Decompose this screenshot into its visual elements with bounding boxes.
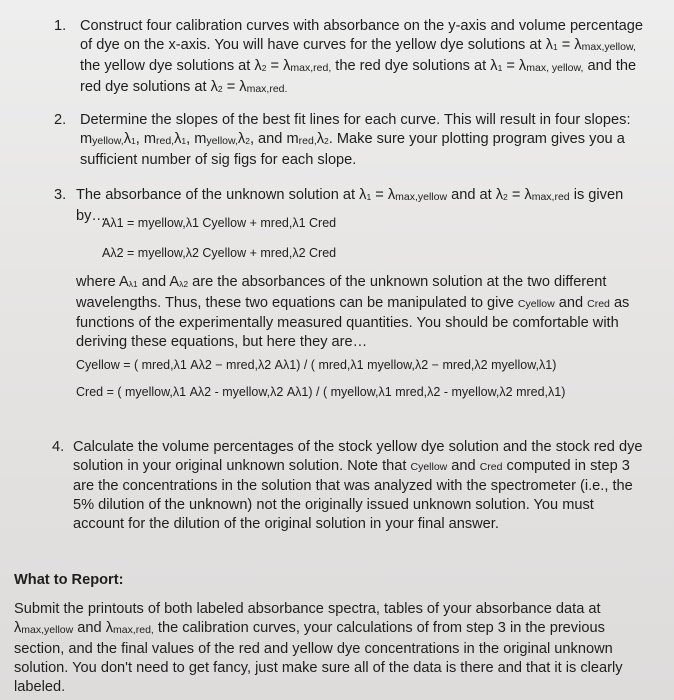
- item2-line-3: sufficient number of sig figs for each slope.: [80, 152, 357, 168]
- item1-line-2: of dye on the x-axis. You will have curves for the yellow dye solutions at $\lambda_1 = \lambda_{max,yellow,}$: [80, 37, 636, 53]
- report-line-5: labeled.: [14, 679, 66, 695]
- report-line-1: Submit the printouts of both labeled absorbance spectra, tables of your absorbance data at: [14, 601, 601, 617]
- item2-line-2: $m_{yellow,}\lambda_1$, $m_{red,}\lambda_1$, $m_{yellow,}\lambda_2$, and $m_{red,}\lambda_2$. Make sure your plotting program gives you a: [80, 131, 625, 147]
- report-line-3: section, and the final values of the red and yellow dye concentrations in the original unknown: [14, 641, 613, 657]
- section-heading: What to Report:: [14, 572, 124, 588]
- item4-line-1: Calculate the volume percentages of the stock yellow dye solution and the stock red dye: [73, 439, 643, 455]
- equation-absorbance-2: Aλ2 = myellow,λ2 Cyellow + mred,λ2 Cred: [102, 246, 337, 260]
- equation-c-red: Cred = ( myellow,λ1 Aλ2 - myellow,λ2 Aλ1) / ( myellow,λ1 mred,λ2 - myellow,λ2 mred,λ1): [76, 385, 566, 399]
- item4-line-3: are the concentrations in the solution that was analyzed with the spectrometer (i.e., the: [73, 478, 633, 494]
- item3-para-line-2: wavelengths. Thus, these two equations can be manipulated to give Cyellow and Cred as: [76, 295, 630, 311]
- item3-para-line-3: functions of the experimentally measured quantities. You should be comfortable with: [76, 315, 619, 331]
- item1-line-4: red dye solutions at $\lambda_2 = \lambda_{max,red.}$: [80, 79, 288, 95]
- item4-line-4: 5% dilution of the unknown) not the originally issued unknown solution. You must: [73, 497, 594, 513]
- item-number: 1.: [54, 18, 67, 34]
- item-text: [80, 111, 660, 170]
- item1-line-1: Construct four calibration curves with absorbance on the y-axis and volume percentage: [80, 18, 643, 34]
- item3-para-line-4: deriving these equations, but here they are…: [76, 334, 368, 350]
- item4-line-2: solution in your original unknown solution. Note that Cyellow and Cred computed in step 3: [73, 458, 630, 474]
- item-number: 3.: [54, 187, 67, 203]
- item-text: [73, 438, 653, 534]
- item-text: [80, 17, 660, 99]
- report-line-4: solution. You don't need to get fancy, just make sure all of the data is there and that it is clearly: [14, 660, 623, 676]
- equation-c-yellow: Cyellow = ( mred,λ1 Aλ2 − mred,λ2 Aλ1) / ( mred,λ1 myellow,λ2 − mred,λ2 myellow,λ1): [76, 358, 557, 372]
- item-number: 4.: [52, 439, 65, 455]
- equation-absorbance-1: Aλ1 = myellow,λ1 Cyellow + mred,λ1 Cred: [102, 216, 337, 230]
- report-paragraph: [14, 600, 654, 697]
- item3-line-1: The absorbance of the unknown solution at $\lambda_1 = \lambda_{max,yellow}$ and at $\lambda_2 = \lambda_{max,red}$ is given by…: [76, 187, 624, 224]
- report-line-2: $\lambda_{max,yellow}$ and $\lambda_{max,red,}$ the calibration curves, your calculations of from step 3 in the previous: [14, 620, 605, 636]
- item-number: 2.: [54, 112, 67, 128]
- item4-line-5: account for the dilution of the original solution in your final answer.: [73, 516, 499, 532]
- item1-line-3: the yellow dye solutions at $\lambda_2 = \lambda_{max,red,}$ the red dye solutions at $\lambda_1 = \lambda_{max, yellow,}$ and the: [80, 58, 637, 74]
- item3-para-line-1: where $A_{\lambda 1}$ and $A_{\lambda 2}$ are the absorbances of the unknown solution at the two different: [76, 274, 607, 290]
- item2-line-1: Determine the slopes of the best fit lines for each curve. This will result in four slopes:: [80, 112, 631, 128]
- item3-paragraph: [76, 273, 656, 352]
